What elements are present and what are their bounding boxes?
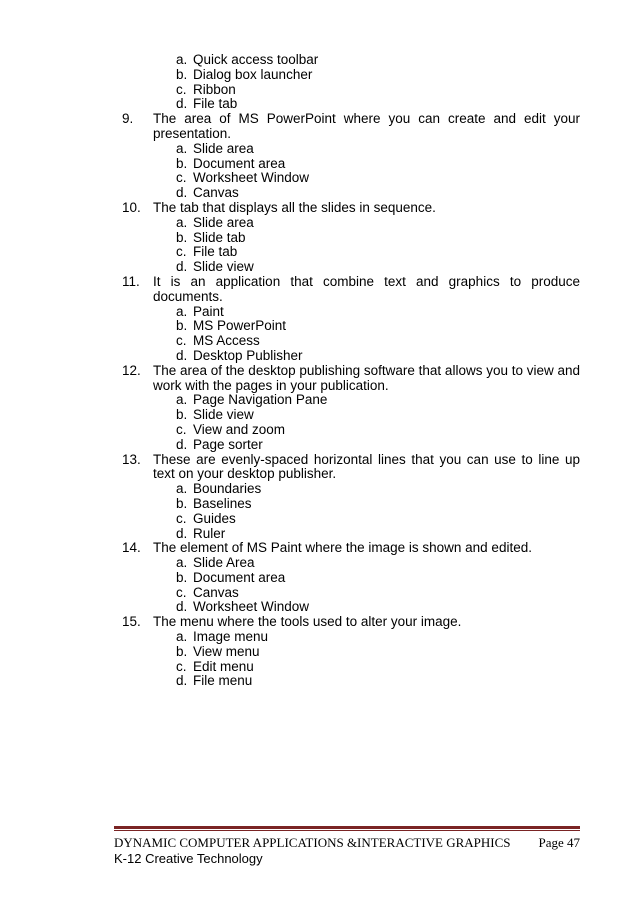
option-letter: a. xyxy=(176,214,188,230)
option-letter: c. xyxy=(176,510,187,526)
option-item xyxy=(0,556,638,571)
option-text: Document area xyxy=(193,569,286,585)
option-letter: d. xyxy=(176,599,188,615)
option-letter: a. xyxy=(176,555,188,571)
question-block xyxy=(0,453,638,542)
option-text: File menu xyxy=(193,673,253,689)
question-stem xyxy=(0,453,638,483)
option-text: File tab xyxy=(193,96,238,112)
option-letter: c. xyxy=(176,244,187,260)
option-text: Slide view xyxy=(193,407,254,423)
option-letter: c. xyxy=(176,421,187,437)
option-text: Edit menu xyxy=(193,658,254,674)
option-letter: b. xyxy=(176,229,188,245)
question-stem xyxy=(0,201,638,216)
option-letter: a. xyxy=(176,303,188,319)
option-item xyxy=(0,142,638,157)
option-text: Slide tab xyxy=(193,229,246,245)
question-block xyxy=(0,364,638,453)
option-text: Slide Area xyxy=(193,555,255,571)
option-letter: d. xyxy=(176,259,188,275)
option-letter: c. xyxy=(176,584,187,600)
option-item xyxy=(0,438,638,453)
option-letter: a. xyxy=(176,392,188,408)
option-text: MS Access xyxy=(193,333,260,349)
option-item xyxy=(0,512,638,527)
option-text: Ruler xyxy=(193,525,226,541)
option-text: View and zoom xyxy=(193,421,286,437)
option-text: Desktop Publisher xyxy=(193,347,303,363)
question-number: 15. xyxy=(122,614,141,630)
option-item xyxy=(0,157,638,172)
option-item xyxy=(0,586,638,601)
question-number: 13. xyxy=(122,451,141,467)
option-item xyxy=(0,482,638,497)
footer-title: DYNAMIC COMPUTER APPLICATIONS &INTERACTIVE GRAPHICS xyxy=(114,835,511,850)
question-stem xyxy=(0,275,638,305)
option-letter: d. xyxy=(176,673,188,689)
option-letter: b. xyxy=(176,66,188,82)
option-letter: a. xyxy=(176,481,188,497)
option-text: Page Navigation Pane xyxy=(193,392,328,408)
option-text: View menu xyxy=(193,643,260,659)
page-number: Page 47 xyxy=(538,835,580,850)
option-text: Slide area xyxy=(193,140,254,156)
question-text: It is an application that combine text and graphics to produce documents. xyxy=(153,273,580,304)
option-item xyxy=(0,216,638,231)
question-number: 9. xyxy=(122,111,134,127)
option-item xyxy=(0,319,638,334)
option-item xyxy=(0,186,638,201)
lead-option-list xyxy=(0,53,638,112)
option-text: File tab xyxy=(193,244,238,260)
option-letter: d. xyxy=(176,185,188,201)
option-letter: d. xyxy=(176,347,188,363)
option-letter: d. xyxy=(176,525,188,541)
question-block xyxy=(0,615,638,689)
question-text: The area of MS PowerPoint where you can create and edit your presentation. xyxy=(153,111,580,141)
option-text: Slide area xyxy=(193,214,254,230)
option-letter: a. xyxy=(176,140,188,156)
option-item xyxy=(0,571,638,586)
option-item xyxy=(0,497,638,512)
option-item xyxy=(0,660,638,675)
option-item xyxy=(0,171,638,186)
option-text: Worksheet Window xyxy=(193,599,310,615)
question-text: The menu where the tools used to alter your image. xyxy=(153,614,462,630)
option-item xyxy=(0,527,638,542)
option-letter: b. xyxy=(176,495,188,511)
option-text: Guides xyxy=(193,510,236,526)
option-item xyxy=(0,231,638,246)
option-item xyxy=(0,68,638,83)
question-stem xyxy=(0,541,638,556)
option-letter: a. xyxy=(176,52,188,67)
option-text: Page sorter xyxy=(193,436,263,452)
question-number: 14. xyxy=(122,540,141,556)
option-item xyxy=(0,245,638,260)
option-item xyxy=(0,600,638,615)
option-text: Slide view xyxy=(193,259,254,275)
question-stem xyxy=(0,364,638,394)
footer-rule-thin xyxy=(114,830,580,831)
option-text: Canvas xyxy=(193,584,239,600)
option-text: Image menu xyxy=(193,629,269,645)
option-item xyxy=(0,97,638,112)
option-letter: c. xyxy=(176,170,187,186)
option-letter: b. xyxy=(176,569,188,585)
option-item xyxy=(0,334,638,349)
question-text: These are evenly-spaced horizontal lines that you can use to line up text on your desktop publisher. xyxy=(153,451,580,482)
option-text: Dialog box launcher xyxy=(193,66,313,82)
option-item xyxy=(0,53,638,68)
option-letter: b. xyxy=(176,407,188,423)
footer-rule xyxy=(114,826,580,829)
option-letter: b. xyxy=(176,643,188,659)
question-stem xyxy=(0,615,638,630)
question-block xyxy=(0,112,638,201)
option-letter: c. xyxy=(176,81,187,97)
question-block xyxy=(0,201,638,275)
option-item xyxy=(0,408,638,423)
question-number: 10. xyxy=(122,199,141,215)
option-text: Ribbon xyxy=(193,81,236,97)
option-letter: b. xyxy=(176,318,188,334)
option-item xyxy=(0,83,638,98)
option-text: MS PowerPoint xyxy=(193,318,287,334)
option-text: Worksheet Window xyxy=(193,170,310,186)
question-text: The area of the desktop publishing software that allows you to view and work with the pages in your publication. xyxy=(153,362,581,393)
option-letter: d. xyxy=(176,96,188,112)
option-text: Boundaries xyxy=(193,481,262,497)
option-item xyxy=(0,349,638,364)
question-block xyxy=(0,541,638,615)
option-item xyxy=(0,260,638,275)
option-text: Baselines xyxy=(193,495,252,511)
question-number: 11. xyxy=(122,273,140,289)
option-item xyxy=(0,630,638,645)
option-letter: a. xyxy=(176,629,188,645)
question-text: The tab that displays all the slides in sequence. xyxy=(153,199,436,215)
question-stem xyxy=(0,112,638,142)
question-block xyxy=(0,275,638,364)
option-letter: c. xyxy=(176,658,187,674)
option-item xyxy=(0,393,638,408)
page-footer xyxy=(114,826,580,866)
option-text: Document area xyxy=(193,155,286,171)
question-text: The element of MS Paint where the image is shown and edited. xyxy=(153,540,532,556)
option-text: Quick access toolbar xyxy=(193,52,319,67)
question-list xyxy=(0,53,638,689)
option-item xyxy=(0,423,638,438)
question-number: 12. xyxy=(122,362,141,378)
option-text: Paint xyxy=(193,303,224,319)
option-item xyxy=(0,645,638,660)
footer-subtitle: K-12 Creative Technology xyxy=(114,851,263,866)
option-letter: d. xyxy=(176,436,188,452)
option-item xyxy=(0,674,638,689)
option-item xyxy=(0,305,638,320)
option-letter: b. xyxy=(176,155,188,171)
option-text: Canvas xyxy=(193,185,239,201)
option-letter: c. xyxy=(176,333,187,349)
